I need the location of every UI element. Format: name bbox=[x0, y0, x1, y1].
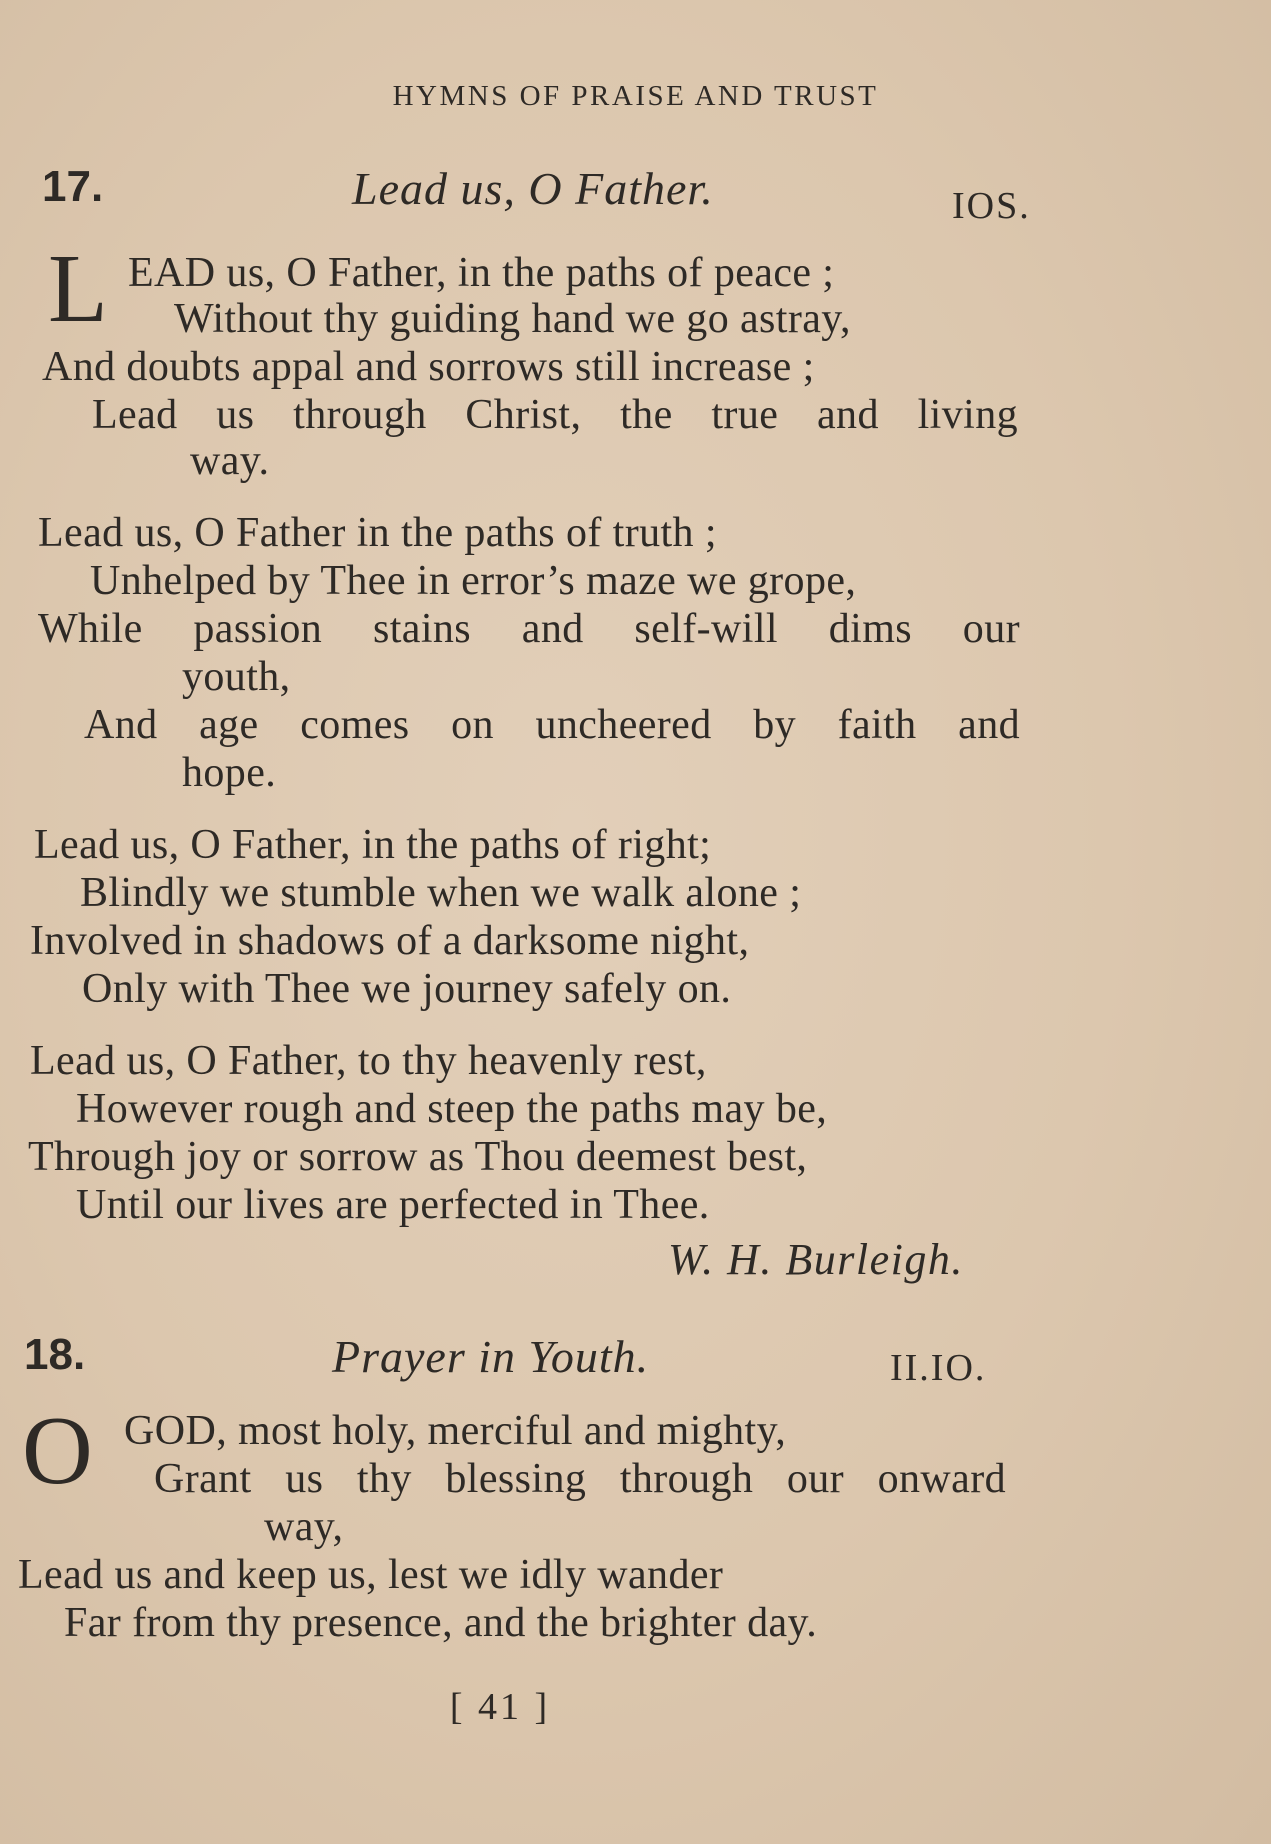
hymn-17-dropcap: L bbox=[48, 235, 108, 343]
hymn-18-s1-line-3: way, bbox=[264, 1504, 344, 1550]
hymn-17-s4-line-2: However rough and steep the paths may be, bbox=[76, 1086, 828, 1132]
running-head: HYMNS OF PRAISE AND TRUST bbox=[392, 80, 879, 112]
hymn-18-s1-line-1: GOD, most holy, merciful and mighty, bbox=[124, 1408, 787, 1454]
hymn-18-title: Prayer in Youth. bbox=[332, 1331, 650, 1382]
hymn-18-s1-line-2: Grant us thy blessing through our onward bbox=[154, 1456, 1006, 1502]
hymn-18-meter: II.IO. bbox=[890, 1347, 987, 1389]
hymn-17-s3-line-2: Blindly we stumble when we walk alone ; bbox=[80, 870, 802, 916]
hymn-17-title: Lead us, O Father. bbox=[352, 163, 714, 214]
hymn-17-author: W. H. Burleigh. bbox=[668, 1235, 964, 1284]
hymn-18-number: 18. bbox=[24, 1330, 86, 1379]
hymn-17-meter: IOS. bbox=[952, 185, 1031, 227]
page-number: [ 41 ] bbox=[449, 1686, 551, 1728]
hymn-17-s3-line-1: Lead us, O Father, in the paths of right; bbox=[34, 822, 712, 868]
hymn-17-number: 17. bbox=[42, 162, 104, 211]
hymn-17-s1-line-4: Lead us through Christ, the true and living bbox=[92, 392, 1018, 438]
hymn-17-s4-line-1: Lead us, O Father, to thy heavenly rest, bbox=[30, 1038, 707, 1084]
hymn-18-s1-line-5: Far from thy presence, and the brighter day. bbox=[64, 1600, 818, 1646]
hymn-17-s1-line-5: way. bbox=[190, 438, 270, 484]
hymn-17-s1-line-3: And doubts appal and sorrows still increase ; bbox=[42, 344, 815, 390]
hymn-17-s4-line-3: Through joy or sorrow as Thou deemest best, bbox=[28, 1134, 808, 1180]
hymn-17-s1-line-1: EAD us, O Father, in the paths of peace ; bbox=[128, 250, 835, 296]
hymn-17-s2-line-6: hope. bbox=[182, 750, 277, 796]
hymn-17-s1-line-2: Without thy guiding hand we go astray, bbox=[174, 296, 851, 342]
hymn-17-s2-line-4: youth, bbox=[182, 654, 291, 700]
hymn-17-s3-line-4: Only with Thee we journey safely on. bbox=[82, 966, 732, 1012]
hymn-17-s4-line-4: Until our lives are perfected in Thee. bbox=[76, 1182, 710, 1228]
hymn-18-s1-line-4: Lead us and keep us, lest we idly wander bbox=[18, 1552, 724, 1598]
hymn-17-s3-line-3: Involved in shadows of a darksome night, bbox=[30, 918, 750, 964]
hymn-17-s2-line-2: Unhelped by Thee in error’s maze we grope, bbox=[90, 558, 857, 604]
hymn-17-s2-line-1: Lead us, O Father in the paths of truth ; bbox=[38, 510, 717, 556]
hymn-17-s2-line-5: And age comes on uncheered by faith and bbox=[84, 702, 1020, 748]
hymn-17-s2-line-3: While passion stains and self-will dims our bbox=[38, 606, 1020, 652]
hymn-18-dropcap: O bbox=[22, 1397, 93, 1505]
